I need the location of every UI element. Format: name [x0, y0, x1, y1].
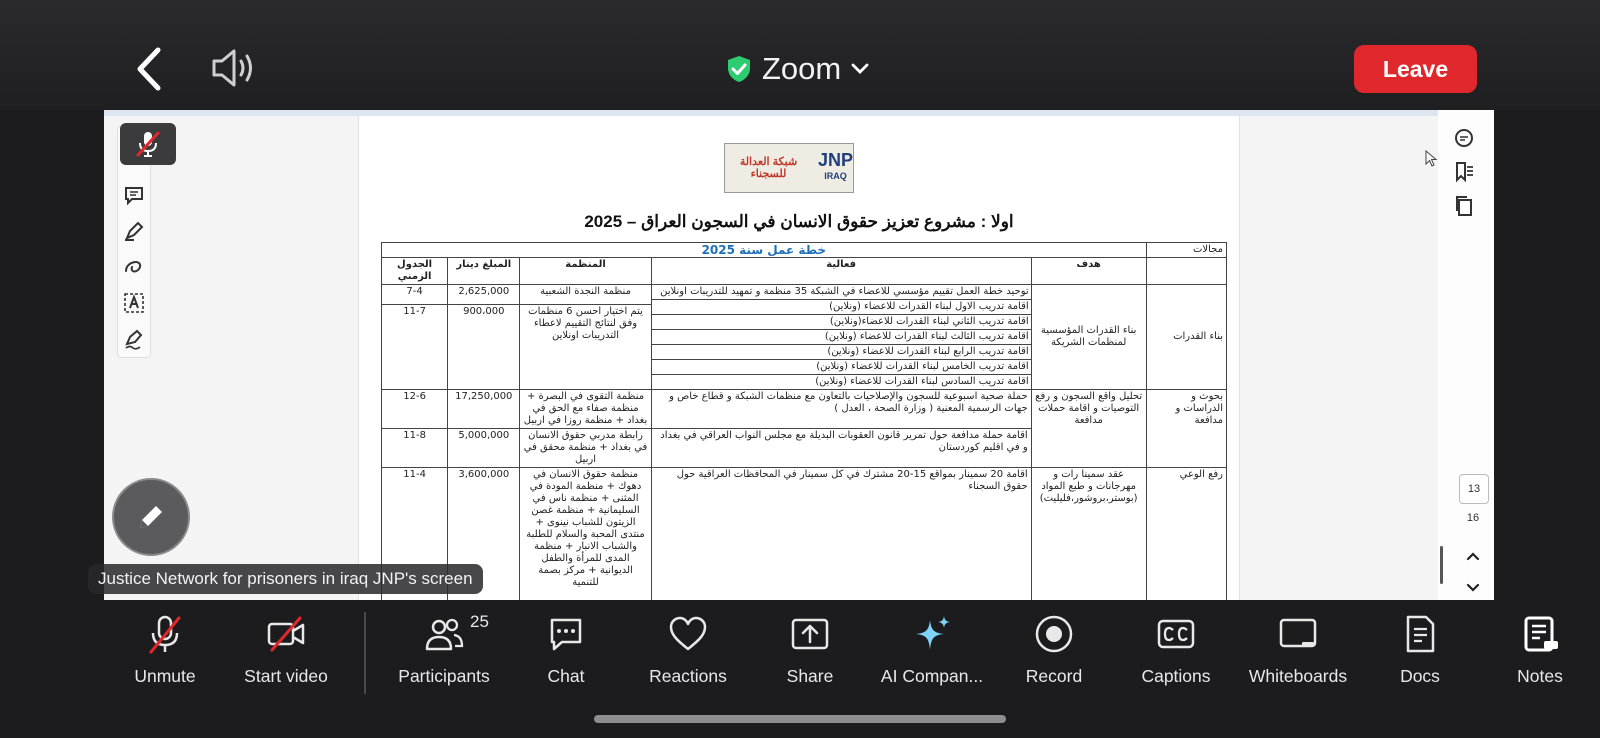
plan-title: خطة عمل سنة 2025 — [382, 243, 1147, 258]
annotate-button[interactable] — [112, 478, 190, 556]
presenter-muted-badge — [120, 123, 176, 165]
home-indicator[interactable] — [594, 715, 1006, 723]
fields-header: مجالات — [1146, 243, 1226, 258]
cell-timeline: 12-6 — [382, 390, 448, 429]
text-box-icon — [122, 291, 146, 315]
comments-icon — [1452, 126, 1476, 150]
activity-line: اقامة تدريب الثاني لبناء القدرات للاعضاء(ونلاين) — [652, 315, 1031, 330]
mic-off-icon — [145, 614, 185, 654]
pencil-icon — [134, 500, 168, 534]
mouse-pointer-icon — [1425, 150, 1439, 168]
total-pages: 16 — [1466, 512, 1480, 524]
speaker-button[interactable] — [210, 46, 258, 90]
current-page-indicator[interactable]: 13 — [1459, 474, 1489, 504]
header-timeline: الجدول الزمني — [382, 258, 448, 285]
document-side-panel — [1438, 110, 1494, 600]
comments-button[interactable] — [1452, 126, 1476, 150]
jnp-logo — [724, 143, 854, 193]
screen-owner-label: Justice Network for prisoners in iraq JNP's screen — [88, 564, 483, 594]
cell-goal: عقد سمينا رات و مهرجانات و طبع المواد (بوستر،بروشور،فليليت) — [1031, 468, 1146, 601]
bookmark-list-icon — [1452, 160, 1476, 184]
top-bar — [0, 0, 1600, 110]
document-heading: اولا : مشروع تعزيز حقوق الانسان في السجون العراق – 2025 — [584, 212, 1014, 231]
participants-button[interactable] — [379, 614, 509, 694]
comment-tool[interactable] — [122, 183, 146, 207]
meeting-title: Zoom — [762, 51, 842, 86]
record-label: Record — [1025, 666, 1083, 686]
shield-check-icon — [726, 55, 752, 83]
share-label: Share — [786, 666, 834, 686]
bookmarks-button[interactable] — [1452, 160, 1476, 184]
whiteboard-icon — [1278, 614, 1318, 654]
document-icon — [1400, 614, 1440, 654]
record-icon — [1034, 614, 1074, 654]
logo-sub-text: IRAQ — [824, 171, 847, 181]
pen-sign-icon — [122, 327, 146, 351]
whiteboards-label: Whiteboards — [1248, 666, 1348, 686]
pages-button[interactable] — [1452, 194, 1476, 218]
docs-button[interactable] — [1355, 614, 1485, 694]
activity-line: اقامة تدريب الثالث لبناء القدرات للاعضاء (ونلاين) — [652, 330, 1031, 345]
cell-amount: 2,625,000 — [448, 285, 520, 305]
cell-timeline: 7-4 — [382, 285, 448, 305]
chevron-down-icon — [1463, 578, 1483, 598]
cell-activity: اقامة حملة مدافعة حول تمرير قانون العقوبات البديلة مع مجلس النواب العراقي في بغداد و في اقليم كوردستان — [651, 429, 1031, 468]
ai-companion-label: AI Compan... — [880, 666, 984, 686]
docs-label: Docs — [1400, 666, 1440, 686]
cell-organization: منظمة حقوق الانسان في دهوك + منظمة المودة في المثنى + منظمة ناس في السليمانية + منظمة غصن الزيتون للشباب نينوى + منتدى المحبة والسلام للطلبة والشباب الانبار + منظمة المدى للمرأة والطفل الديوانية + مركز بصمة للتنمية — [520, 468, 651, 601]
participants-label: Participants — [398, 666, 490, 686]
scroll-down-button[interactable] — [1463, 578, 1483, 598]
cell-timeline: 11-4 — [382, 468, 448, 601]
table-row — [382, 468, 1227, 601]
notes-label: Notes — [1517, 666, 1563, 686]
whiteboards-button[interactable] — [1233, 614, 1363, 694]
comment-icon — [122, 183, 146, 207]
cell-timeline: 11-8 — [382, 429, 448, 468]
cell-activity: اقامة 20 سمينار بمواقع 15-20 مشترك في كل سمينار في المحافظات العراقية حول حقوق السجناء — [651, 468, 1031, 601]
captions-icon — [1156, 614, 1196, 654]
chevron-up-icon — [1463, 546, 1483, 566]
cell-organization: رابطة مدربي حقوق الانسان في بغداد + منظمة محقق في اربيل — [520, 429, 651, 468]
meeting-title-dropdown[interactable] — [726, 48, 869, 90]
freehand-icon — [122, 255, 146, 279]
scroll-up-button[interactable] — [1463, 546, 1483, 566]
highlighter-icon — [122, 219, 146, 243]
toolbar-divider — [364, 612, 366, 694]
leave-button[interactable]: Leave — [1354, 45, 1477, 93]
text-box-tool[interactable] — [122, 291, 146, 315]
cell-organization: يتم اختيار احسن 6 منظمات وفق لنتائج التقييم لاعطاء التدريبات اونلاين — [520, 305, 651, 390]
header-goal: هدف — [1031, 258, 1146, 285]
document-page — [358, 116, 1240, 600]
record-button[interactable] — [989, 614, 1119, 694]
scrollbar-thumb[interactable] — [1440, 546, 1443, 584]
participants-icon — [424, 614, 464, 654]
activity-line: اقامة تدريب الاول لبناء القدرات للاعضاء (ونلاين) — [652, 300, 1031, 315]
unmute-button[interactable] — [100, 614, 230, 694]
chat-button[interactable] — [501, 614, 631, 694]
start-video-label: Start video — [244, 666, 328, 686]
video-off-icon — [266, 614, 306, 654]
activity-line: اقامة تدريب الرابع لبناء القدرات للاعضاء (ونلاين) — [652, 345, 1031, 360]
activity-line: توحيد خطة العمل تقييم مؤسسي للاعضاء في الشبكة 35 منظمة و تمهيد للتدريبات اونلاين — [652, 285, 1031, 300]
ai-companion-button[interactable] — [867, 614, 997, 694]
cell-amount: 900،000 — [448, 305, 520, 390]
activity-line: اقامة تدريب السادس لبناء القدرات للاعضاء (ونلاين) — [815, 376, 1029, 387]
table-row — [382, 390, 1227, 429]
highlight-tool[interactable] — [122, 219, 146, 243]
share-screen-icon — [790, 614, 830, 654]
chevron-down-icon — [851, 63, 869, 75]
chevron-left-icon — [130, 44, 170, 94]
mic-off-icon — [135, 130, 161, 158]
header-field — [1146, 258, 1226, 285]
participants-count: 25 — [470, 612, 489, 631]
heart-icon — [668, 614, 708, 654]
notes-button[interactable] — [1475, 614, 1600, 694]
logo-arabic-text: شبكة العدالة للسجناء — [739, 156, 798, 180]
cell-field: بناء القدرات — [1146, 285, 1226, 390]
table-row — [382, 285, 1227, 305]
header-amount: المبلغ دينار — [448, 258, 520, 285]
cell-activities — [651, 285, 1031, 390]
activity-line: اقامة تدريب الخامس لبناء القدرات للاعضاء (ونلاين) — [652, 360, 1031, 375]
shared-screen — [104, 110, 1494, 600]
logo-latin — [818, 152, 853, 184]
cell-timeline: 11-7 — [382, 305, 448, 390]
captions-button[interactable] — [1111, 614, 1241, 694]
cell-organization: منظمة التقوى في البصرة + منظمة صفاء مع الحق في بغداد + منظمة روزا في اربيل — [520, 390, 651, 429]
reactions-label: Reactions — [649, 666, 727, 686]
cell-goal: تحليل واقع السجون و رفع التوصيات و اقامة حملات مدافعة — [1031, 390, 1146, 468]
action-plan-table — [381, 242, 1227, 600]
cell-field: بحوث و الدراسات و مدافعة — [1146, 390, 1226, 468]
logo-latin-text: JNP — [817, 150, 853, 170]
reactions-button[interactable] — [623, 614, 753, 694]
cell-amount: 3,600,000 — [448, 468, 520, 601]
sparkle-icon — [912, 614, 952, 654]
notes-icon — [1520, 614, 1560, 654]
pages-icon — [1452, 194, 1476, 218]
cell-organization: منظمة النجدة الشعبية — [520, 285, 651, 305]
header-activity: فعالية — [651, 258, 1031, 285]
captions-label: Captions — [1141, 666, 1211, 686]
cell-field: رفع الوعي — [1146, 468, 1226, 601]
cell-activity: حملة صحية اسبوعية للسجون والإصلاحيات بالتعاون مع منظمات الشبكة و قطاع خاص و جهات الرسمية المعنية ( وزارة الصحة ، العدل ) — [651, 390, 1031, 429]
cell-goal: بناء القدرات المؤسسية لمنظمات الشريكة — [1031, 285, 1146, 390]
header-organization: المنظمة — [520, 258, 651, 285]
speaker-icon — [210, 46, 258, 90]
chat-label: Chat — [547, 666, 585, 686]
table-title-row — [382, 243, 1227, 258]
unmute-label: Unmute — [134, 666, 196, 686]
table-header-row — [382, 258, 1227, 285]
chat-icon — [546, 614, 586, 654]
cell-amount: 5,000,000 — [448, 429, 520, 468]
back-button[interactable] — [130, 44, 170, 94]
start-video-button[interactable] — [221, 614, 351, 694]
signature-tool[interactable] — [122, 327, 146, 351]
cell-amount: 17,250,000 — [448, 390, 520, 429]
share-button[interactable] — [745, 614, 875, 694]
draw-tool[interactable] — [122, 255, 146, 279]
